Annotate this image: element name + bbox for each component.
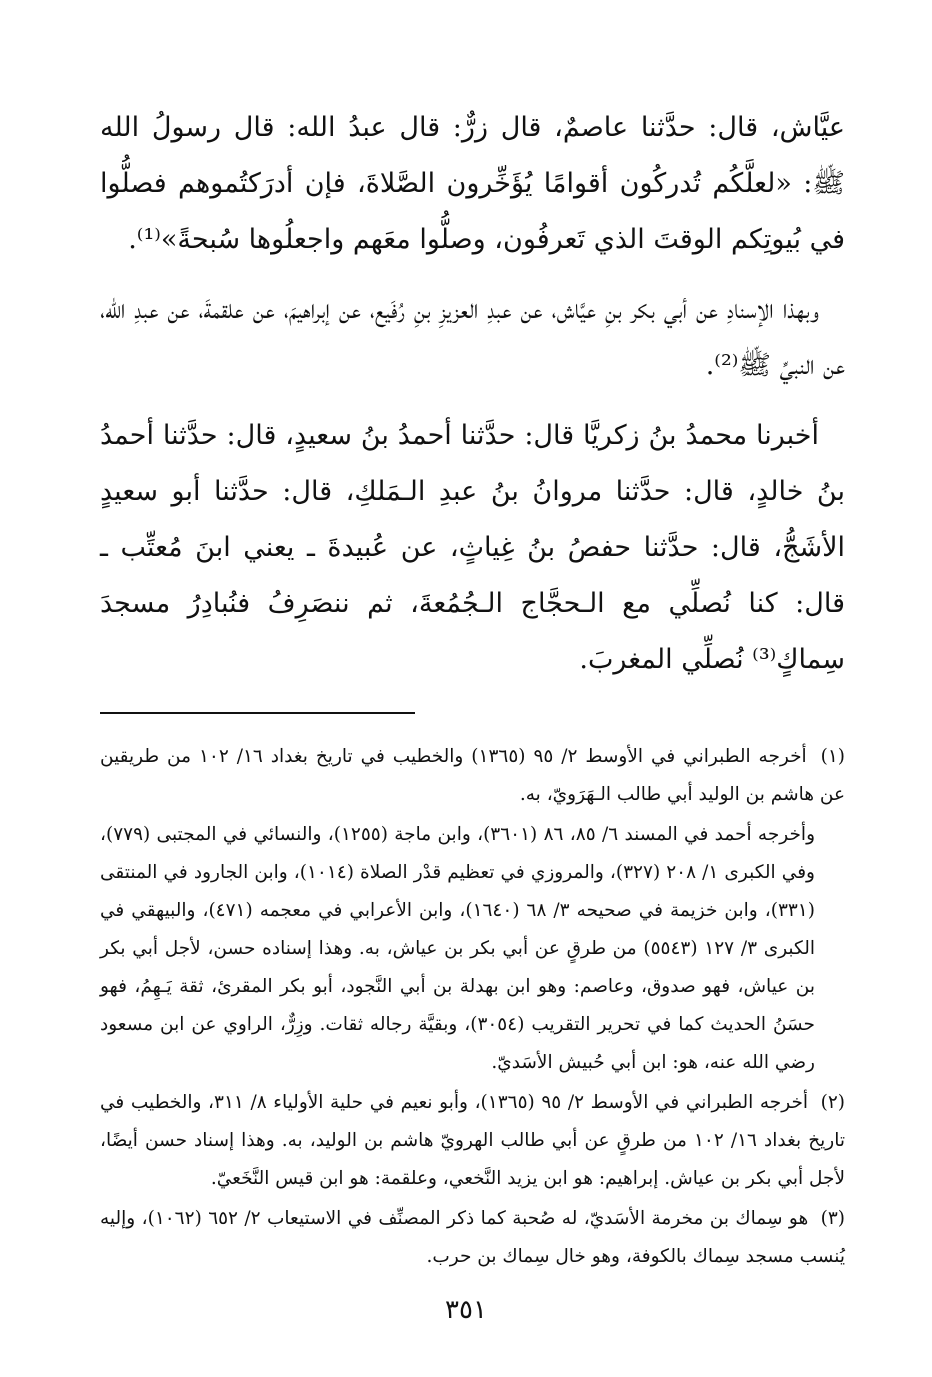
main-paragraph-1: عيَّاش، قال: حدَّثنا عاصمٌ، قال زرٌّ: قال عبدُ الله: قال رسولُ الله ﷺ: «لعلَّكُم تُدركُون أقوامًا يُؤَخِّرون الصَّلاةَ، فإن أدرَكتُموهم فصلُّوا في بُيوتِكم الوقتَ الذي تَعرفُون، وصلُّوا معَهم واجعلُوها سُبحةً»⁽¹⁾. [100,112,845,255]
footnote-3 [100,1200,845,1276]
main-paragraph-2: وبهذا الإسنادِ عن أبي بكر بنِ عيَّاش، عن عبدِ العزيزِ بنِ رُفَيع، عن إبراهيمَ، عن علقمةَ، عن عبدِ الله، عن النبيِّ ﷺ⁽²⁾. [100,294,845,381]
main-text [100,100,845,688]
footnote-separator [100,712,415,714]
footnote-3-text: هو سِماك بن مخرمة الأسَديّ، له صُحبة كما ذكر المصنِّف في الاستيعاب ٢/ ٦٥٢ (١٠٦٢)، وإليه يُنسب مسجد سِماك بالكوفة، وهو خال سِماك بن حرب. [100,1208,845,1267]
footnote-3-number: (٣) [820,1208,845,1229]
footnote-1-continuation: وأخرجه أحمد في المسند ٦/ ٨٥، ٨٦ (٣٦٠١)، وابن ماجة (١٢٥٥)، والنسائي في المجتبى (٧٧٩)، وفي الكبرى ١/ ٢٠٨ (٣٢٧)، والمروزي في تعظيم قدْر الصلاة (١٠١٤)، وابن الجارود في المنتقى (٣٣١)، وابن خزيمة في صحيحه ٣/ ٦٨ (١٦٤٠)، وابن الأعرابي في معجمه (٤٧١)، والبيهقي في الكبرى ٣/ ١٢٧ (٥٥٤٣) من طرقٍ عن أبي بكر بن عياش، به. وهذا إسناده حسن، لأجل أبي بكر بن عياش، فهو صدوق، وعاصم: وهو ابن بهدلة بن أبي النَّجود، أبو بكر المقرئ، ثقة يَـهِمُ، فهو حسَنُ الحديث كما في تحرير التقريب (٣٠٥٤)، وبقيَّة رجاله ثقات. وزِرٌّ، الراوي عن ابن مسعود رضي الله عنه، هو: ابن أبي حُبيش الأسَديّ. [100,824,815,1073]
main-paragraph-3: أخبرنا محمدُ بنُ زكريَّا قال: حدَّثنا أحمدُ بنُ سعيدٍ، قال: حدَّثنا أحمدُ بنُ خالدٍ، قال: حدَّثنا مروانُ بنُ عبدِ الـمَلكِ، قال: حدَّثنا أبو سعيدٍ الأشَجُّ، قال: حدَّثنا حفصُ بنُ غِياثٍ، عن عُبيدةَ ـ يعني ابنَ مُعتِّب ـ قال: كنا نُصلِّي مع الـحجَّاج الـجُمُعةَ، ثم ننصَرِفُ فنُبادِرُ مسجدَ سِماكٍ⁽³⁾ نُصلِّي المغربَ. [100,420,845,675]
footnote-separator-wrap [100,712,845,714]
footnote-2 [100,1084,845,1198]
footnote-1-text: أخرجه الطبراني في الأوسط ٢/ ٩٥ (١٣٦٥) والخطيب في تاريخ بغداد ١٦/ ١٠٢ من طريقين عن هاشم بن الوليد أبي طالب الـهَرَويّ، به. [100,746,845,805]
page-number: ٣٥١ [445,1295,487,1325]
footnote-1-number: (١) [820,746,845,767]
footnote-2-number: (٢) [820,1092,846,1113]
footnote-1 [100,738,845,814]
page [100,100,845,1340]
footnote-2-text: أخرجه الطبراني في الأوسط ٢/ ٩٥ (١٣٦٥)، وأبو نعيم في حلية الأولياء ٨/ ٣١١، والخطيب في تاريخ بغداد ١٦/ ١٠٢ من طرقٍ عن أبي طالب الهرويّ هاشم بن الوليد، به. وهذا إسناد حسن أيضًا، لأجل أبي بكر بن عياش. إبراهيم: هو ابن يزيد النَّخعي، وعلقمة: هو ابن قيس النَّخَعيّ. [100,1092,846,1189]
footnotes [100,738,845,1276]
